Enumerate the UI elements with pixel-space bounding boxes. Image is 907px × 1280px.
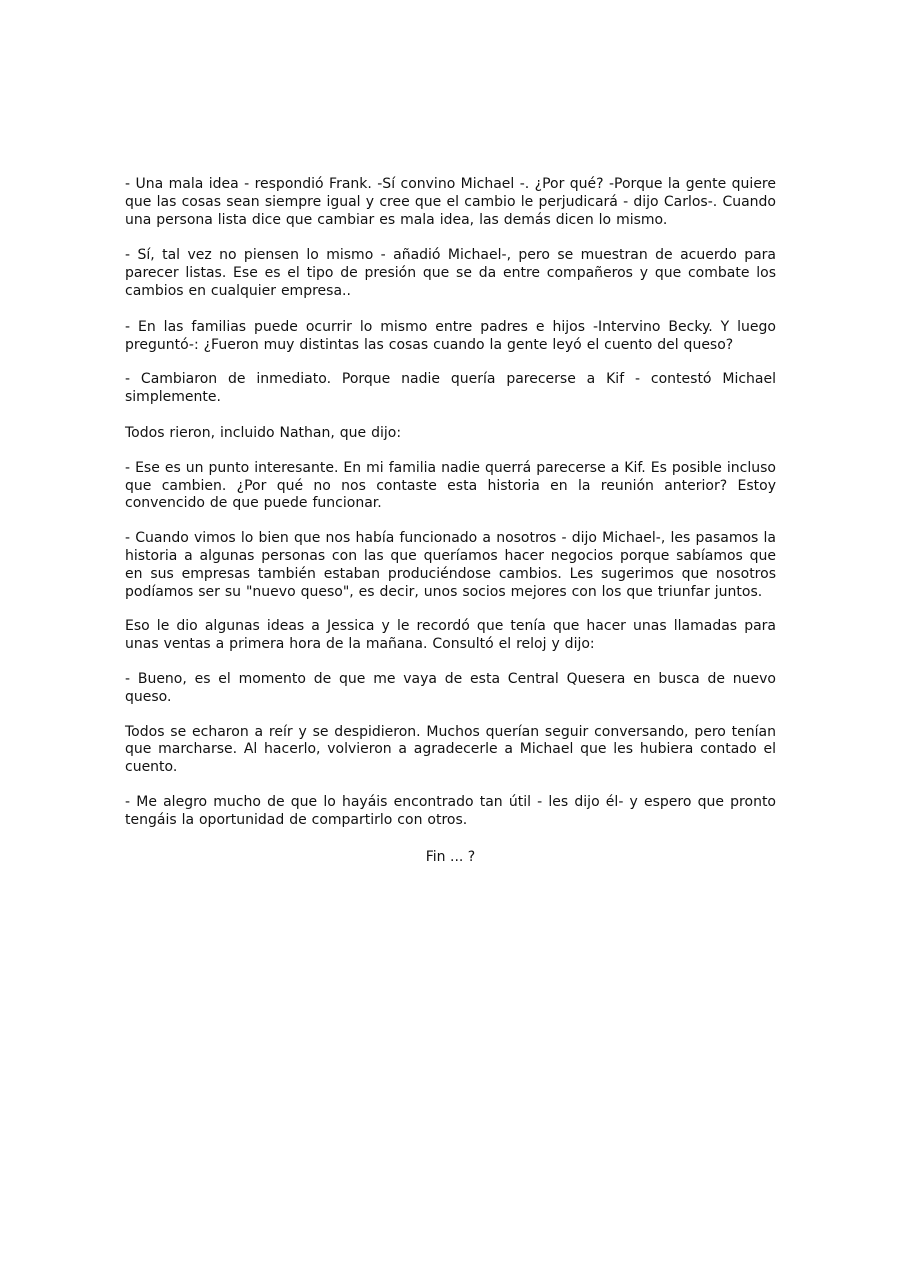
paragraph-11: - Me alegro mucho de que lo hayáis encontrado tan útil - les dijo él- y espero que pronto tengáis la oportunidad de compartirlo con otros. [125,793,776,828]
paragraph-2: - Sí, tal vez no piensen lo mismo - añadió Michael-, pero se muestran de acuerdo para parecer listas. Ese es el tipo de presión que se da entre compañeros y que combate los cambios en cualquier empresa.. [125,247,776,299]
paragraph-3: - En las familias puede ocurrir lo mismo entre padres e hijos -Intervino Becky. Y luego preguntó-: ¿Fueron muy distintas las cosas cuando la gente leyó el cuento del queso? [125,318,776,353]
document-page [125,176,776,866]
paragraph-7: - Cuando vimos lo bien que nos había funcionado a nosotros - dijo Michael-, les pasamos la historia a algunas personas con las que queríamos hacer negocios porque sabíamos que en sus empresas también estaban produciéndose cambios. Les sugerimos que nosotros podíamos ser su "nuevo queso", es decir, unos socios mejores con los que triunfar juntos. [125,530,776,600]
paragraph-4: - Cambiaron de inmediato. Porque nadie quería parecerse a Kif - contestó Michael simplemente. [125,371,776,406]
paragraph-10: Todos se echaron a reír y se despidieron. Muchos querían seguir conversando, pero tenían que marcharse. Al hacerlo, volvieron a agradecerle a Michael que les hubiera contado el cuento. [125,723,776,776]
paragraph-8: Eso le dio algunas ideas a Jessica y le recordó que tenía que hacer unas llamadas para unas ventas a primera hora de la mañana. Consultó el reloj y dijo: [125,618,776,653]
paragraph-1: - Una mala idea - respondió Frank. -Sí convino Michael -. ¿Por qué? -Porque la gente quiere que las cosas sean siempre igual y cree que el cambio le perjudicará - dijo Carlos-. Cuando una persona lista dice que cambiar es mala idea, las demás dicen lo mismo. [125,176,776,228]
ending-text: Fin ... ? [425,848,476,865]
paragraph-9: - Bueno, es el momento de que me vaya de esta Central Quesera en busca de nuevo queso. [125,670,776,705]
paragraph-6: - Ese es un punto interesante. En mi familia nadie querrá parecerse a Kif. Es posible incluso que cambien. ¿Por qué no nos contaste esta historia en la reunión anterior? Estoy convencido de que puede funcionar. [125,459,776,512]
paragraph-5: Todos rieron, incluido Nathan, que dijo: [125,424,402,441]
